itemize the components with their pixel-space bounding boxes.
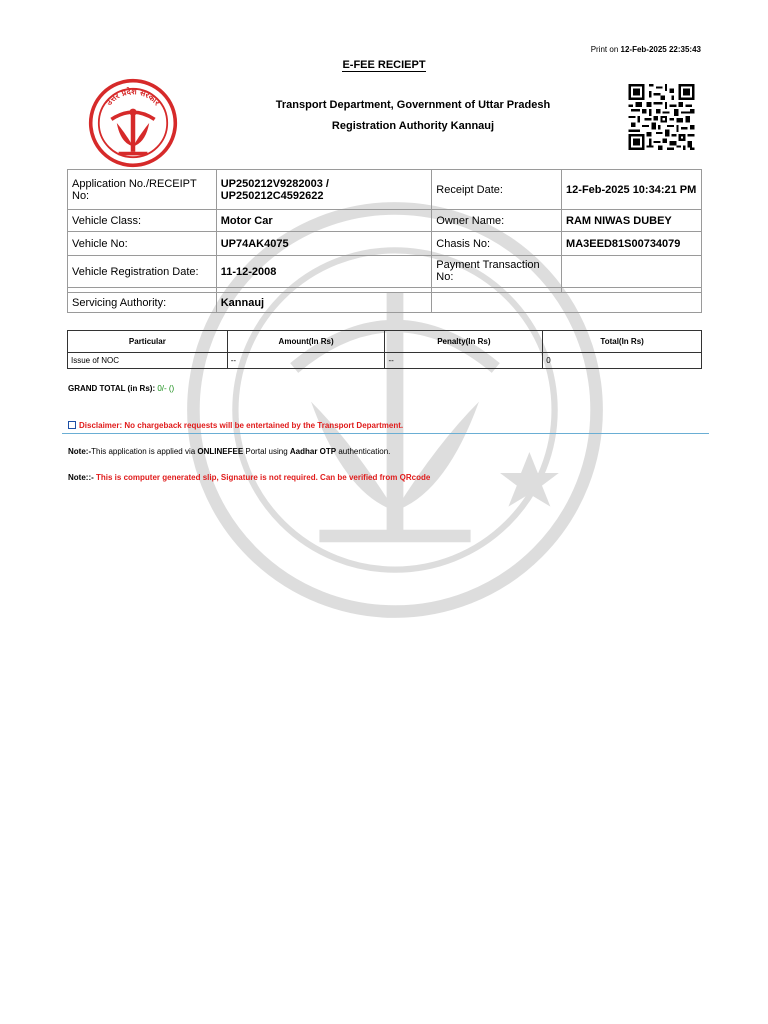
application-no-value: UP250212V9282003 / UP250212C4592622 xyxy=(216,170,432,210)
note-auth: Aadhar OTP xyxy=(289,447,337,456)
note-text-b: Portal using xyxy=(243,447,290,456)
fee-total: 0 xyxy=(543,353,702,369)
vehicle-class-value: Motor Car xyxy=(216,210,432,232)
table-row xyxy=(68,353,702,369)
fee-amount: -- xyxy=(227,353,385,369)
note-text-a: This application is applied via xyxy=(91,447,198,456)
owner-name-value: RAM NIWAS DUBEY xyxy=(562,210,702,232)
divider xyxy=(62,433,709,434)
department-name: Transport Department, Government of Uttar Pradesh xyxy=(275,99,551,111)
table-row xyxy=(68,232,702,256)
registration-authority: Registration Authority Kannauj xyxy=(331,120,495,132)
fees-table xyxy=(67,330,702,369)
servicing-authority-value: Kannauj xyxy=(216,293,432,313)
receipt-details-table xyxy=(67,169,702,313)
chasis-no-label: Chasis No: xyxy=(432,232,562,256)
servicing-authority-label: Servicing Authority: xyxy=(68,293,217,313)
registration-date-value: 11-12-2008 xyxy=(216,256,432,288)
emblem-text: उत्तर प्रदेश सरकार xyxy=(103,86,163,108)
fee-penalty: -- xyxy=(385,353,543,369)
disclaimer-text: Disclaimer: No chargeback requests will be entertained by the Transport Department. xyxy=(79,421,404,430)
vehicle-class-label: Vehicle Class: xyxy=(68,210,217,232)
col-particular: Particular xyxy=(68,331,228,353)
vehicle-no-value: UP74AK4075 xyxy=(216,232,432,256)
page-title-text: E-FEE RECIEPT xyxy=(342,59,426,71)
grand-total xyxy=(68,384,174,393)
payment-transaction-value xyxy=(562,256,702,288)
note2-label: Note::- xyxy=(68,473,96,482)
note-signature xyxy=(68,473,430,482)
table-row xyxy=(68,170,702,210)
col-penalty: Penalty(In Rs) xyxy=(385,331,543,353)
fees-header-row xyxy=(68,331,702,353)
grand-total-value: 0/- () xyxy=(157,384,175,393)
vehicle-no-label: Vehicle No: xyxy=(68,232,217,256)
registration-date-label: Vehicle Registration Date: xyxy=(68,256,217,288)
col-amount: Amount(In Rs) xyxy=(227,331,385,353)
col-total: Total(In Rs) xyxy=(543,331,702,353)
note-label: Note:- xyxy=(68,447,92,456)
payment-transaction-label: Payment Transaction No: xyxy=(432,256,562,288)
owner-name-label: Owner Name: xyxy=(432,210,562,232)
note-portal: ONLINEFEE xyxy=(197,447,244,456)
table-row xyxy=(68,210,702,232)
table-row xyxy=(68,293,702,313)
disclaimer xyxy=(68,421,403,430)
note-text-c: authentication. xyxy=(336,447,391,456)
print-timestamp xyxy=(591,45,701,54)
grand-total-label: GRAND TOTAL (in Rs): xyxy=(68,384,158,393)
empty-cell xyxy=(432,293,702,313)
disclaimer-bullet-icon xyxy=(68,421,76,429)
print-datetime: 12-Feb-2025 22:35:43 xyxy=(620,45,701,54)
chasis-no-value: MA3EED81S00734079 xyxy=(562,232,702,256)
fee-particular: Issue of NOC xyxy=(68,353,228,369)
application-no-label: Application No./RECEIPT No: xyxy=(68,170,217,210)
receipt-date-value: 12-Feb-2025 10:34:21 PM xyxy=(562,170,702,210)
qr-code-icon xyxy=(627,84,696,150)
note-application xyxy=(68,447,390,456)
page-title xyxy=(0,59,768,71)
print-label: Print on xyxy=(590,45,621,54)
table-row xyxy=(68,256,702,288)
receipt-date-label: Receipt Date: xyxy=(432,170,562,210)
note2-text: This is computer generated slip, Signature is not required. Can be verified from QRcode xyxy=(96,473,431,482)
